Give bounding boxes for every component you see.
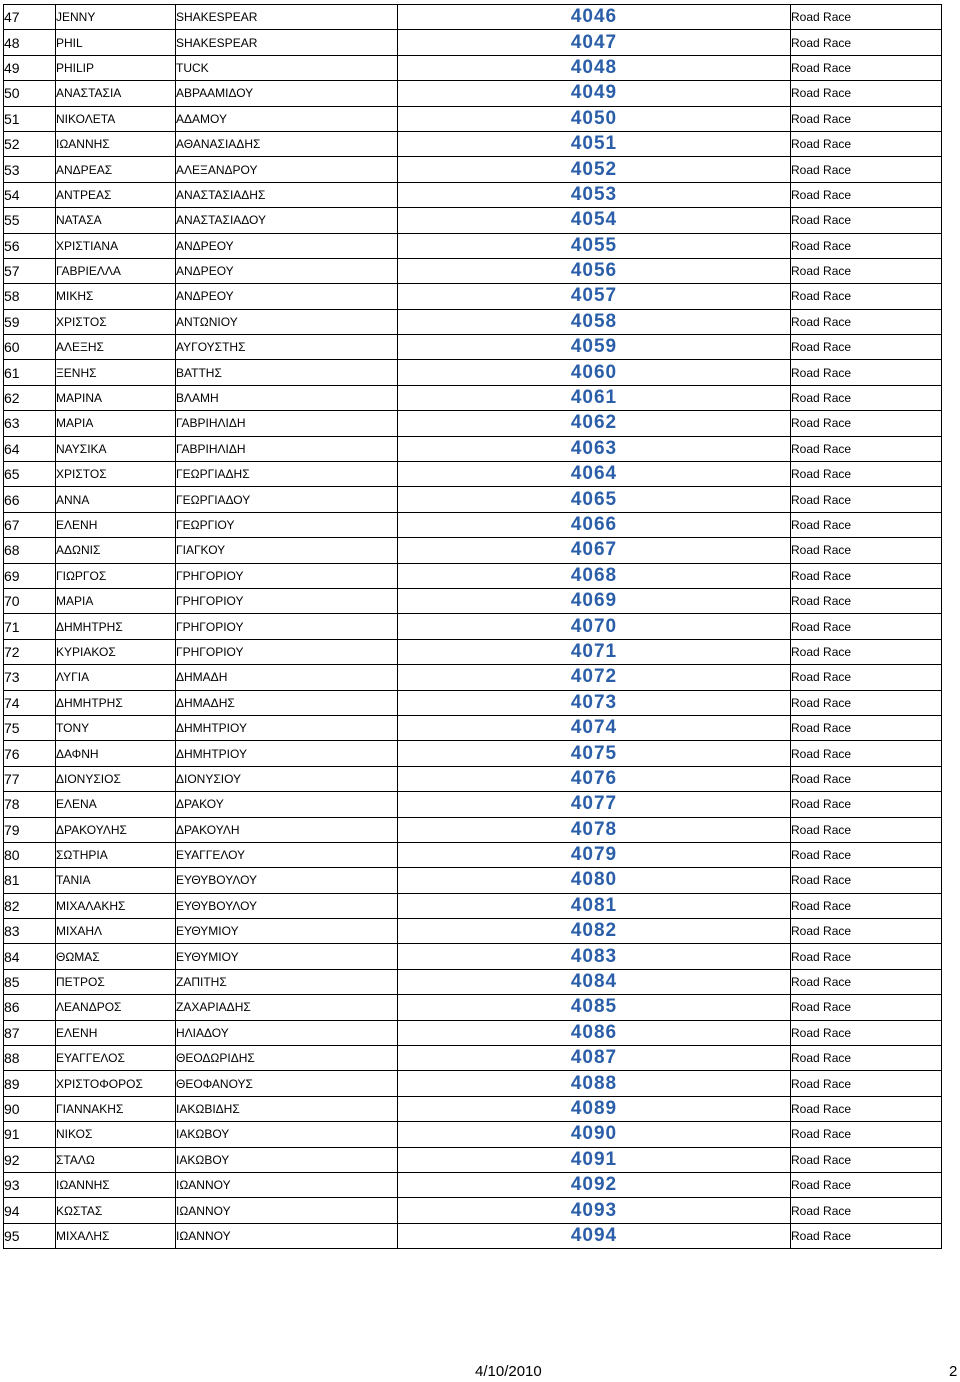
bib-number: 4071	[398, 639, 791, 664]
row-number: 55	[4, 208, 56, 233]
table-row	[4, 258, 942, 283]
first-name: ΔΗΜΗΤΡΗΣ	[56, 614, 176, 639]
event-name: Road Race	[791, 1198, 942, 1223]
first-name: ΙΩΑΝΝΗΣ	[56, 131, 176, 156]
bib-number: 4065	[398, 487, 791, 512]
event-name: Road Race	[791, 81, 942, 106]
event-name: Road Race	[791, 1096, 942, 1121]
event-name: Road Race	[791, 106, 942, 131]
first-name: ΝΙΚΟΛΕΤΑ	[56, 106, 176, 131]
bib-number: 4059	[398, 335, 791, 360]
table-row	[4, 969, 942, 994]
event-name: Road Race	[791, 1046, 942, 1071]
table-row	[4, 919, 942, 944]
bib-number: 4046	[398, 5, 791, 30]
bib-number: 4078	[398, 817, 791, 842]
first-name: ΔΙΟΝΥΣΙΟΣ	[56, 766, 176, 791]
table-row	[4, 1147, 942, 1172]
first-name: ΘΩΜΑΣ	[56, 944, 176, 969]
row-number: 69	[4, 563, 56, 588]
first-name: ΔΡΑΚΟΥΛΗΣ	[56, 817, 176, 842]
row-number: 62	[4, 385, 56, 410]
event-name: Road Race	[791, 30, 942, 55]
row-number: 73	[4, 665, 56, 690]
last-name: ΓΑΒΡΙΗΛΙΔΗ	[176, 436, 398, 461]
bib-number: 4047	[398, 30, 791, 55]
event-name: Road Race	[791, 284, 942, 309]
bib-number: 4072	[398, 665, 791, 690]
last-name: ΘΕΟΦΑΝΟΥΣ	[176, 1071, 398, 1096]
first-name: ΧΡΙΣΤΟΣ	[56, 462, 176, 487]
event-name: Road Race	[791, 1071, 942, 1096]
last-name: ΔΗΜΑΔΗΣ	[176, 690, 398, 715]
row-number: 83	[4, 919, 56, 944]
table-row	[4, 208, 942, 233]
row-number: 57	[4, 258, 56, 283]
last-name: ΕΥΘΥΜΙΟΥ	[176, 919, 398, 944]
first-name: ΑΔΩΝΙΣ	[56, 538, 176, 563]
first-name: ΕΛΕΝΗ	[56, 512, 176, 537]
bib-number: 4063	[398, 436, 791, 461]
table-row	[4, 817, 942, 842]
event-name: Road Race	[791, 1020, 942, 1045]
row-number: 79	[4, 817, 56, 842]
last-name: ΓΕΩΡΓΙΑΔΗΣ	[176, 462, 398, 487]
last-name: ΑΒΡΑΑΜΙΔΟΥ	[176, 81, 398, 106]
bib-number: 4070	[398, 614, 791, 639]
last-name: ΔΗΜΑΔΗ	[176, 665, 398, 690]
bib-number: 4069	[398, 588, 791, 613]
bib-number: 4055	[398, 233, 791, 258]
bib-number: 4051	[398, 131, 791, 156]
bib-number: 4068	[398, 563, 791, 588]
event-name: Road Race	[791, 995, 942, 1020]
event-name: Road Race	[791, 487, 942, 512]
last-name: ΑΝΔΡΕΟΥ	[176, 233, 398, 258]
bib-number: 4060	[398, 360, 791, 385]
bib-number: 4058	[398, 309, 791, 334]
table-row	[4, 233, 942, 258]
row-number: 76	[4, 741, 56, 766]
first-name: ΑΝΝΑ	[56, 487, 176, 512]
first-name: ΜΙΧΑΛΑΚΗΣ	[56, 893, 176, 918]
row-number: 50	[4, 81, 56, 106]
first-name: ΙΩΑΝΝΗΣ	[56, 1172, 176, 1197]
bib-number: 4064	[398, 462, 791, 487]
event-name: Road Race	[791, 5, 942, 30]
row-number: 49	[4, 55, 56, 80]
row-number: 63	[4, 411, 56, 436]
first-name: ΛΥΓΙΑ	[56, 665, 176, 690]
first-name: ΔΗΜΗΤΡΗΣ	[56, 690, 176, 715]
bib-number: 4062	[398, 411, 791, 436]
first-name: ΑΝΤΡΕΑΣ	[56, 182, 176, 207]
row-number: 54	[4, 182, 56, 207]
last-name: ΓΡΗΓΟΡΙΟΥ	[176, 614, 398, 639]
table-row	[4, 512, 942, 537]
last-name: ΕΥΘΥΒΟΥΛΟΥ	[176, 868, 398, 893]
event-name: Road Race	[791, 715, 942, 740]
row-number: 84	[4, 944, 56, 969]
last-name: ΔΡΑΚΟΥ	[176, 792, 398, 817]
row-number: 80	[4, 842, 56, 867]
event-name: Road Race	[791, 309, 942, 334]
table-row	[4, 868, 942, 893]
bib-number: 4077	[398, 792, 791, 817]
event-name: Road Race	[791, 665, 942, 690]
first-name: ΝΑΥΣΙΚΑ	[56, 436, 176, 461]
first-name: ΜΑΡΙΝΑ	[56, 385, 176, 410]
table-row	[4, 5, 942, 30]
row-number: 61	[4, 360, 56, 385]
last-name: TUCK	[176, 55, 398, 80]
bib-number: 4048	[398, 55, 791, 80]
bib-number: 4091	[398, 1147, 791, 1172]
bib-number: 4094	[398, 1223, 791, 1248]
row-number: 60	[4, 335, 56, 360]
last-name: ΖΑΧΑΡΙΑΔΗΣ	[176, 995, 398, 1020]
last-name: ΒΛΑΜΗ	[176, 385, 398, 410]
table-row	[4, 1046, 942, 1071]
event-name: Road Race	[791, 131, 942, 156]
last-name: ΙΑΚΩΒΙΔΗΣ	[176, 1096, 398, 1121]
event-name: Road Race	[791, 639, 942, 664]
bib-number: 4081	[398, 893, 791, 918]
table-row	[4, 690, 942, 715]
last-name: ΕΥΑΓΓΕΛΟΥ	[176, 842, 398, 867]
event-name: Road Race	[791, 614, 942, 639]
last-name: ΓΕΩΡΓΙΟΥ	[176, 512, 398, 537]
table-row	[4, 715, 942, 740]
row-number: 78	[4, 792, 56, 817]
row-number: 58	[4, 284, 56, 309]
last-name: ΓΡΗΓΟΡΙΟΥ	[176, 588, 398, 613]
row-number: 95	[4, 1223, 56, 1248]
first-name: ΕΛΕΝΑ	[56, 792, 176, 817]
event-name: Road Race	[791, 1172, 942, 1197]
table-row	[4, 995, 942, 1020]
bib-number: 4049	[398, 81, 791, 106]
row-number: 66	[4, 487, 56, 512]
bib-number: 4079	[398, 842, 791, 867]
table-row	[4, 182, 942, 207]
table-row	[4, 1122, 942, 1147]
first-name: ΜΙΧΑΛΗΣ	[56, 1223, 176, 1248]
first-name: PHIL	[56, 30, 176, 55]
first-name: ΞΕΝΗΣ	[56, 360, 176, 385]
table-row	[4, 436, 942, 461]
row-number: 56	[4, 233, 56, 258]
first-name: ΑΛΕΞΗΣ	[56, 335, 176, 360]
row-number: 92	[4, 1147, 56, 1172]
first-name: ΤΟΝΥ	[56, 715, 176, 740]
row-number: 47	[4, 5, 56, 30]
last-name: ΙΩΑΝΝΟΥ	[176, 1223, 398, 1248]
table-row	[4, 741, 942, 766]
bib-number: 4082	[398, 919, 791, 944]
event-name: Road Race	[791, 512, 942, 537]
first-name: ΝΙΚΟΣ	[56, 1122, 176, 1147]
first-name: ΜΙΧΑΗΛ	[56, 919, 176, 944]
last-name: ΑΥΓΟΥΣΤΗΣ	[176, 335, 398, 360]
bib-number: 4093	[398, 1198, 791, 1223]
last-name: ΙΑΚΩΒΟΥ	[176, 1147, 398, 1172]
table-row	[4, 30, 942, 55]
row-number: 89	[4, 1071, 56, 1096]
bib-number: 4057	[398, 284, 791, 309]
event-name: Road Race	[791, 1122, 942, 1147]
table-row	[4, 360, 942, 385]
row-number: 74	[4, 690, 56, 715]
bib-number: 4075	[398, 741, 791, 766]
last-name: ΑΝΑΣΤΑΣΙΑΔΟΥ	[176, 208, 398, 233]
table-row	[4, 639, 942, 664]
last-name: SHAKESPEAR	[176, 5, 398, 30]
first-name: ΔΑΦΝΗ	[56, 741, 176, 766]
last-name: ΙΩΑΝΝΟΥ	[176, 1172, 398, 1197]
event-name: Road Race	[791, 55, 942, 80]
last-name: ΑΝΤΩΝΙΟΥ	[176, 309, 398, 334]
event-name: Road Race	[791, 588, 942, 613]
roster-table	[3, 4, 942, 1249]
last-name: ΙΑΚΩΒΟΥ	[176, 1122, 398, 1147]
table-row	[4, 284, 942, 309]
first-name: ΜΙΚΗΣ	[56, 284, 176, 309]
bib-number: 4076	[398, 766, 791, 791]
last-name: ΔΗΜΗΤΡΙΟΥ	[176, 715, 398, 740]
last-name: ΑΝΔΡΕΟΥ	[176, 258, 398, 283]
row-number: 86	[4, 995, 56, 1020]
event-name: Road Race	[791, 817, 942, 842]
bib-number: 4087	[398, 1046, 791, 1071]
table-row	[4, 944, 942, 969]
row-number: 52	[4, 131, 56, 156]
row-number: 71	[4, 614, 56, 639]
footer-date: 4/10/2010	[475, 1363, 542, 1380]
first-name: ΧΡΙΣΤΟΦΟΡΟΣ	[56, 1071, 176, 1096]
event-name: Road Race	[791, 1223, 942, 1248]
last-name: ΗΛΙΑΔΟΥ	[176, 1020, 398, 1045]
bib-number: 4084	[398, 969, 791, 994]
event-name: Road Race	[791, 411, 942, 436]
table-row	[4, 487, 942, 512]
first-name: ΑΝΔΡΕΑΣ	[56, 157, 176, 182]
row-number: 81	[4, 868, 56, 893]
last-name: ΑΝΑΣΤΑΣΙΑΔΗΣ	[176, 182, 398, 207]
table-row	[4, 665, 942, 690]
row-number: 85	[4, 969, 56, 994]
event-name: Road Race	[791, 919, 942, 944]
event-name: Road Race	[791, 1147, 942, 1172]
last-name: ΔΗΜΗΤΡΙΟΥ	[176, 741, 398, 766]
table-row	[4, 131, 942, 156]
table-row	[4, 106, 942, 131]
first-name: ΧΡΙΣΤΟΣ	[56, 309, 176, 334]
last-name: ΓΙΑΓΚΟΥ	[176, 538, 398, 563]
first-name: ΕΛΕΝΗ	[56, 1020, 176, 1045]
first-name: ΣΤΑΛΩ	[56, 1147, 176, 1172]
bib-number: 4054	[398, 208, 791, 233]
table-row	[4, 1198, 942, 1223]
event-name: Road Race	[791, 385, 942, 410]
first-name: PHILIP	[56, 55, 176, 80]
table-row	[4, 1020, 942, 1045]
event-name: Road Race	[791, 741, 942, 766]
row-number: 77	[4, 766, 56, 791]
table-row	[4, 411, 942, 436]
table-row	[4, 157, 942, 182]
first-name: ΜΑΡΙΑ	[56, 588, 176, 613]
bib-number: 4089	[398, 1096, 791, 1121]
row-number: 53	[4, 157, 56, 182]
row-number: 51	[4, 106, 56, 131]
bib-number: 4085	[398, 995, 791, 1020]
first-name: JENNY	[56, 5, 176, 30]
first-name: ΠΕΤΡΟΣ	[56, 969, 176, 994]
bib-number: 4053	[398, 182, 791, 207]
event-name: Road Race	[791, 360, 942, 385]
table-row	[4, 766, 942, 791]
last-name: ΑΔΑΜΟΥ	[176, 106, 398, 131]
bib-number: 4050	[398, 106, 791, 131]
event-name: Road Race	[791, 462, 942, 487]
event-name: Road Race	[791, 969, 942, 994]
bib-number: 4061	[398, 385, 791, 410]
table-row	[4, 1071, 942, 1096]
table-row	[4, 588, 942, 613]
event-name: Road Race	[791, 690, 942, 715]
table-row	[4, 55, 942, 80]
row-number: 75	[4, 715, 56, 740]
last-name: ΔΡΑΚΟΥΛΗ	[176, 817, 398, 842]
footer-page-number: 2	[949, 1363, 958, 1380]
table-row	[4, 792, 942, 817]
first-name: ΧΡΙΣΤΙΑΝΑ	[56, 233, 176, 258]
event-name: Road Race	[791, 436, 942, 461]
bib-number: 4092	[398, 1172, 791, 1197]
last-name: ΔΙΟΝΥΣΙΟΥ	[176, 766, 398, 791]
bib-number: 4073	[398, 690, 791, 715]
first-name: ΜΑΡΙΑ	[56, 411, 176, 436]
row-number: 91	[4, 1122, 56, 1147]
row-number: 59	[4, 309, 56, 334]
last-name: ΑΘΑΝΑΣΙΑΔΗΣ	[176, 131, 398, 156]
bib-number: 4056	[398, 258, 791, 283]
last-name: ΘΕΟΔΩΡΙΔΗΣ	[176, 1046, 398, 1071]
table-row	[4, 81, 942, 106]
event-name: Road Race	[791, 538, 942, 563]
first-name: ΤΑΝΙΑ	[56, 868, 176, 893]
table-row	[4, 1096, 942, 1121]
event-name: Road Race	[791, 258, 942, 283]
first-name: ΣΩΤΗΡΙΑ	[56, 842, 176, 867]
bib-number: 4083	[398, 944, 791, 969]
row-number: 94	[4, 1198, 56, 1223]
event-name: Road Race	[791, 233, 942, 258]
row-number: 64	[4, 436, 56, 461]
event-name: Road Race	[791, 792, 942, 817]
last-name: ΕΥΘΥΜΙΟΥ	[176, 944, 398, 969]
table-row	[4, 1172, 942, 1197]
last-name: ΒΑΤΤΗΣ	[176, 360, 398, 385]
last-name: ΓΕΩΡΓΙΑΔΟΥ	[176, 487, 398, 512]
bib-number: 4052	[398, 157, 791, 182]
roster-body	[4, 5, 942, 1249]
table-row	[4, 309, 942, 334]
last-name: ΕΥΘΥΒΟΥΛΟΥ	[176, 893, 398, 918]
event-name: Road Race	[791, 335, 942, 360]
first-name: ΓΙΩΡΓΟΣ	[56, 563, 176, 588]
event-name: Road Race	[791, 157, 942, 182]
row-number: 87	[4, 1020, 56, 1045]
first-name: ΑΝΑΣΤΑΣΙΑ	[56, 81, 176, 106]
first-name: ΝΑΤΑΣΑ	[56, 208, 176, 233]
table-row	[4, 462, 942, 487]
bib-number: 4088	[398, 1071, 791, 1096]
first-name: ΕΥΑΓΓΕΛΟΣ	[56, 1046, 176, 1071]
last-name: ΙΩΑΝΝΟΥ	[176, 1198, 398, 1223]
row-number: 82	[4, 893, 56, 918]
first-name: ΓΑΒΡΙΕΛΛΑ	[56, 258, 176, 283]
last-name: ΓΡΗΓΟΡΙΟΥ	[176, 563, 398, 588]
table-row	[4, 538, 942, 563]
event-name: Road Race	[791, 944, 942, 969]
event-name: Road Race	[791, 182, 942, 207]
bib-number: 4090	[398, 1122, 791, 1147]
first-name: ΚΥΡΙΑΚΟΣ	[56, 639, 176, 664]
last-name: ΖΑΠΙΤΗΣ	[176, 969, 398, 994]
event-name: Road Race	[791, 893, 942, 918]
bib-number: 4067	[398, 538, 791, 563]
first-name: ΚΩΣΤΑΣ	[56, 1198, 176, 1223]
row-number: 90	[4, 1096, 56, 1121]
event-name: Road Race	[791, 868, 942, 893]
row-number: 72	[4, 639, 56, 664]
bib-number: 4080	[398, 868, 791, 893]
last-name: ΑΝΔΡΕΟΥ	[176, 284, 398, 309]
table-row	[4, 335, 942, 360]
bib-number: 4074	[398, 715, 791, 740]
last-name: SHAKESPEAR	[176, 30, 398, 55]
last-name: ΓΡΗΓΟΡΙΟΥ	[176, 639, 398, 664]
event-name: Road Race	[791, 766, 942, 791]
table-row	[4, 385, 942, 410]
row-number: 68	[4, 538, 56, 563]
last-name: ΓΑΒΡΙΗΛΙΔΗ	[176, 411, 398, 436]
table-row	[4, 842, 942, 867]
table-row	[4, 893, 942, 918]
bib-number: 4066	[398, 512, 791, 537]
row-number: 65	[4, 462, 56, 487]
first-name: ΛΕΑΝΔΡΟΣ	[56, 995, 176, 1020]
row-number: 70	[4, 588, 56, 613]
event-name: Road Race	[791, 208, 942, 233]
row-number: 67	[4, 512, 56, 537]
first-name: ΓΙΑΝΝΑΚΗΣ	[56, 1096, 176, 1121]
last-name: ΑΛΕΞΑΝΔΡΟΥ	[176, 157, 398, 182]
table-row	[4, 563, 942, 588]
table-row	[4, 1223, 942, 1248]
row-number: 88	[4, 1046, 56, 1071]
event-name: Road Race	[791, 563, 942, 588]
row-number: 48	[4, 30, 56, 55]
table-row	[4, 614, 942, 639]
bib-number: 4086	[398, 1020, 791, 1045]
event-name: Road Race	[791, 842, 942, 867]
row-number: 93	[4, 1172, 56, 1197]
